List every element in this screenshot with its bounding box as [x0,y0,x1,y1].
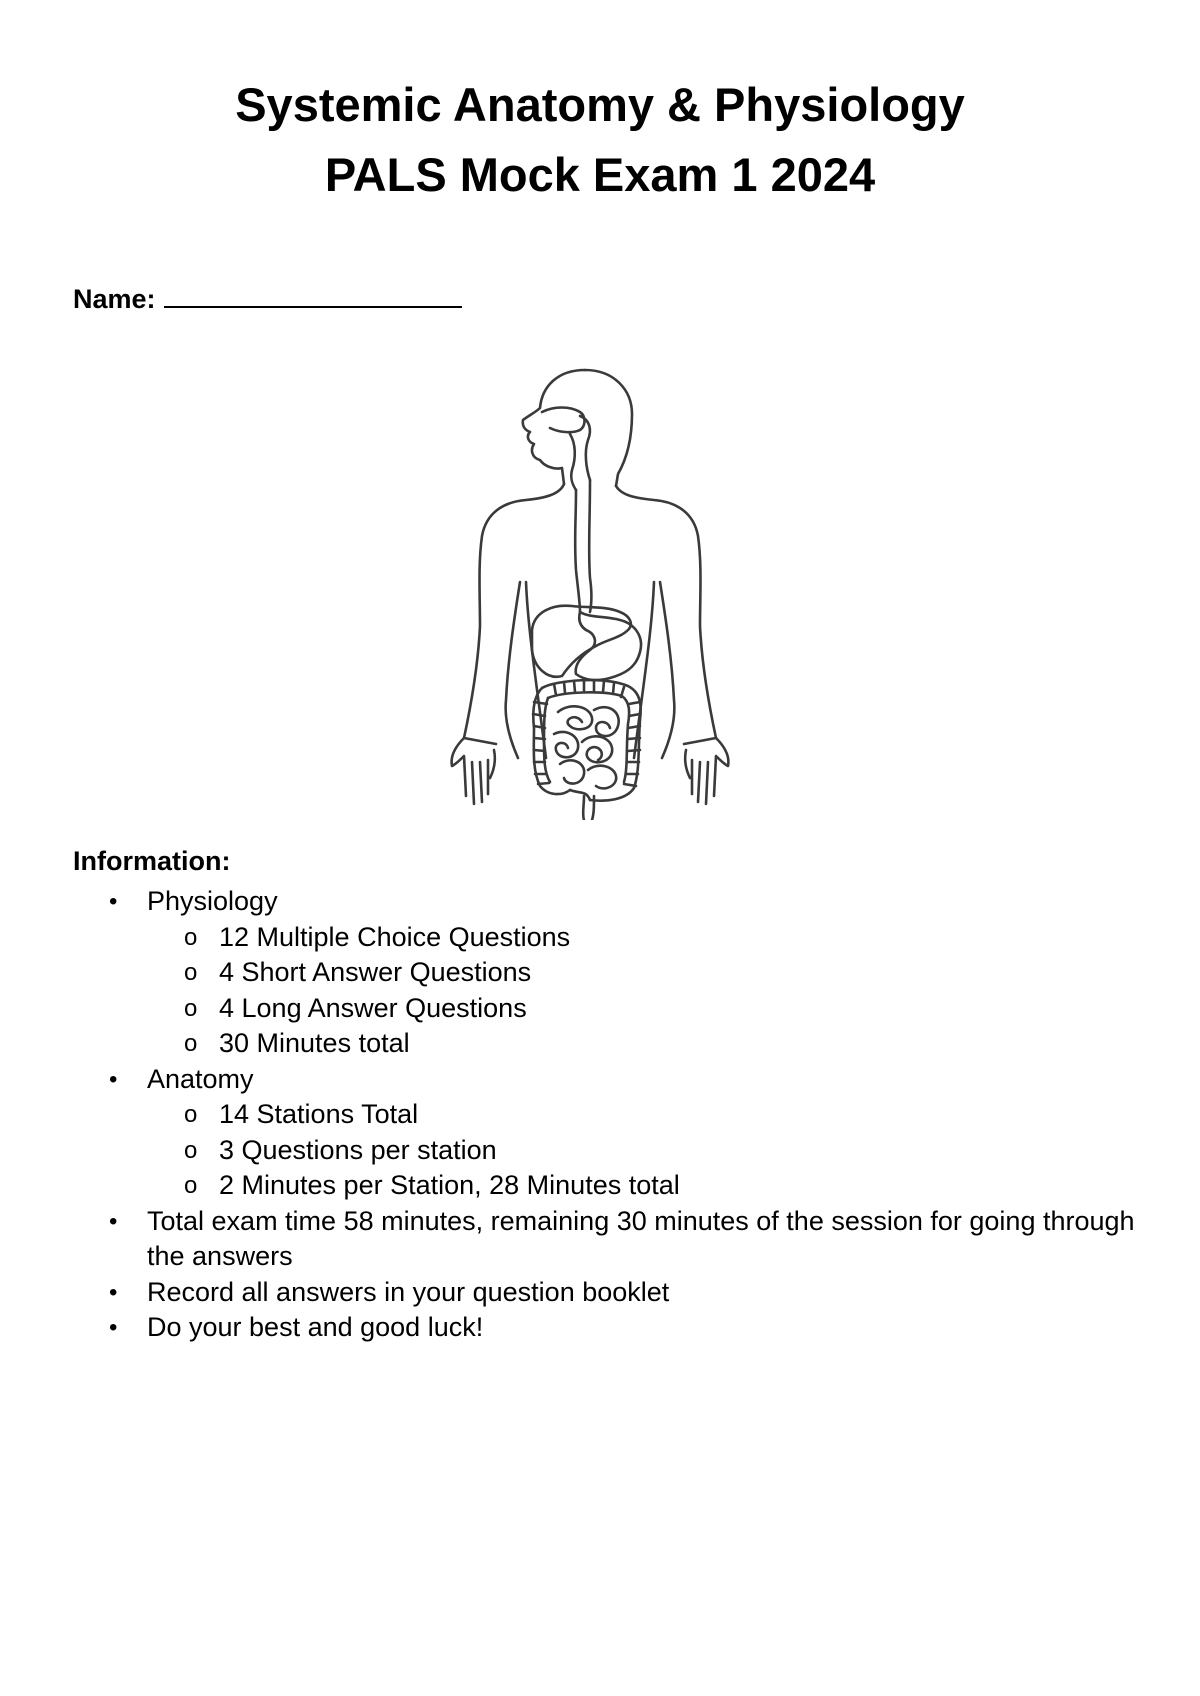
exam-title-line-2: PALS Mock Exam 1 2024 [324,148,876,201]
bullet-icon: • [109,1065,118,1093]
sub-item-text: 4 Long Answer Questions [219,992,527,1023]
sub-bullet-icon: o [184,959,198,986]
info-item-physiology [0,884,1200,1062]
sub-item-text: 2 Minutes per Station, 28 Minutes total [219,1170,680,1200]
sub-item [184,955,1140,991]
info-item-text: Anatomy [147,1063,254,1094]
info-item-record-answers [0,1275,1200,1311]
sub-item [184,1168,1140,1204]
information-heading: Information: [73,846,231,876]
bullet-icon: • [109,1207,118,1235]
sub-item-text: 3 Questions per station [219,1134,497,1165]
digestive-system-icon [430,350,740,820]
info-item-text: Record all answers in your question booklet [147,1276,670,1307]
sub-item [184,1097,1140,1133]
name-field-row [73,280,462,316]
name-blank-line[interactable] [164,280,462,308]
info-item-text: Physiology [147,886,278,916]
info-item-text: Total exam time 58 minutes, remaining 30 minutes of the session for going through the answers [147,1205,1135,1271]
info-item-text: Do your best and good luck! [147,1312,484,1342]
bullet-icon: • [109,1278,118,1306]
sub-item-text: 4 Short Answer Questions [219,957,532,987]
sub-item-text: 30 Minutes total [219,1028,410,1058]
sub-item-text: 14 Stations Total [219,1099,419,1129]
sub-item [184,1026,1140,1062]
name-label: Name: [73,284,156,314]
sub-item-text: 12 Multiple Choice Questions [219,921,571,952]
sub-item [184,1133,1140,1169]
digestive-system-illustration [430,350,740,820]
information-list [0,884,1200,1346]
info-item-good-luck [0,1310,1200,1346]
sub-bullet-icon: o [184,1172,198,1199]
sub-bullet-icon: o [184,994,198,1022]
anatomy-sub-list [147,1097,1140,1204]
sub-bullet-icon: o [184,1136,198,1164]
sub-item [184,991,1140,1027]
bullet-icon: • [109,1314,118,1341]
bullet-icon: • [109,888,118,915]
sub-item [184,920,1140,956]
sub-bullet-icon: o [184,923,198,951]
sub-bullet-icon: o [184,1101,198,1128]
info-item-anatomy [0,1062,1200,1204]
physiology-sub-list [147,920,1140,1062]
sub-bullet-icon: o [184,1030,198,1057]
info-item-total-time [0,1204,1200,1275]
exam-title-line-1: Systemic Anatomy & Physiology [235,78,965,131]
